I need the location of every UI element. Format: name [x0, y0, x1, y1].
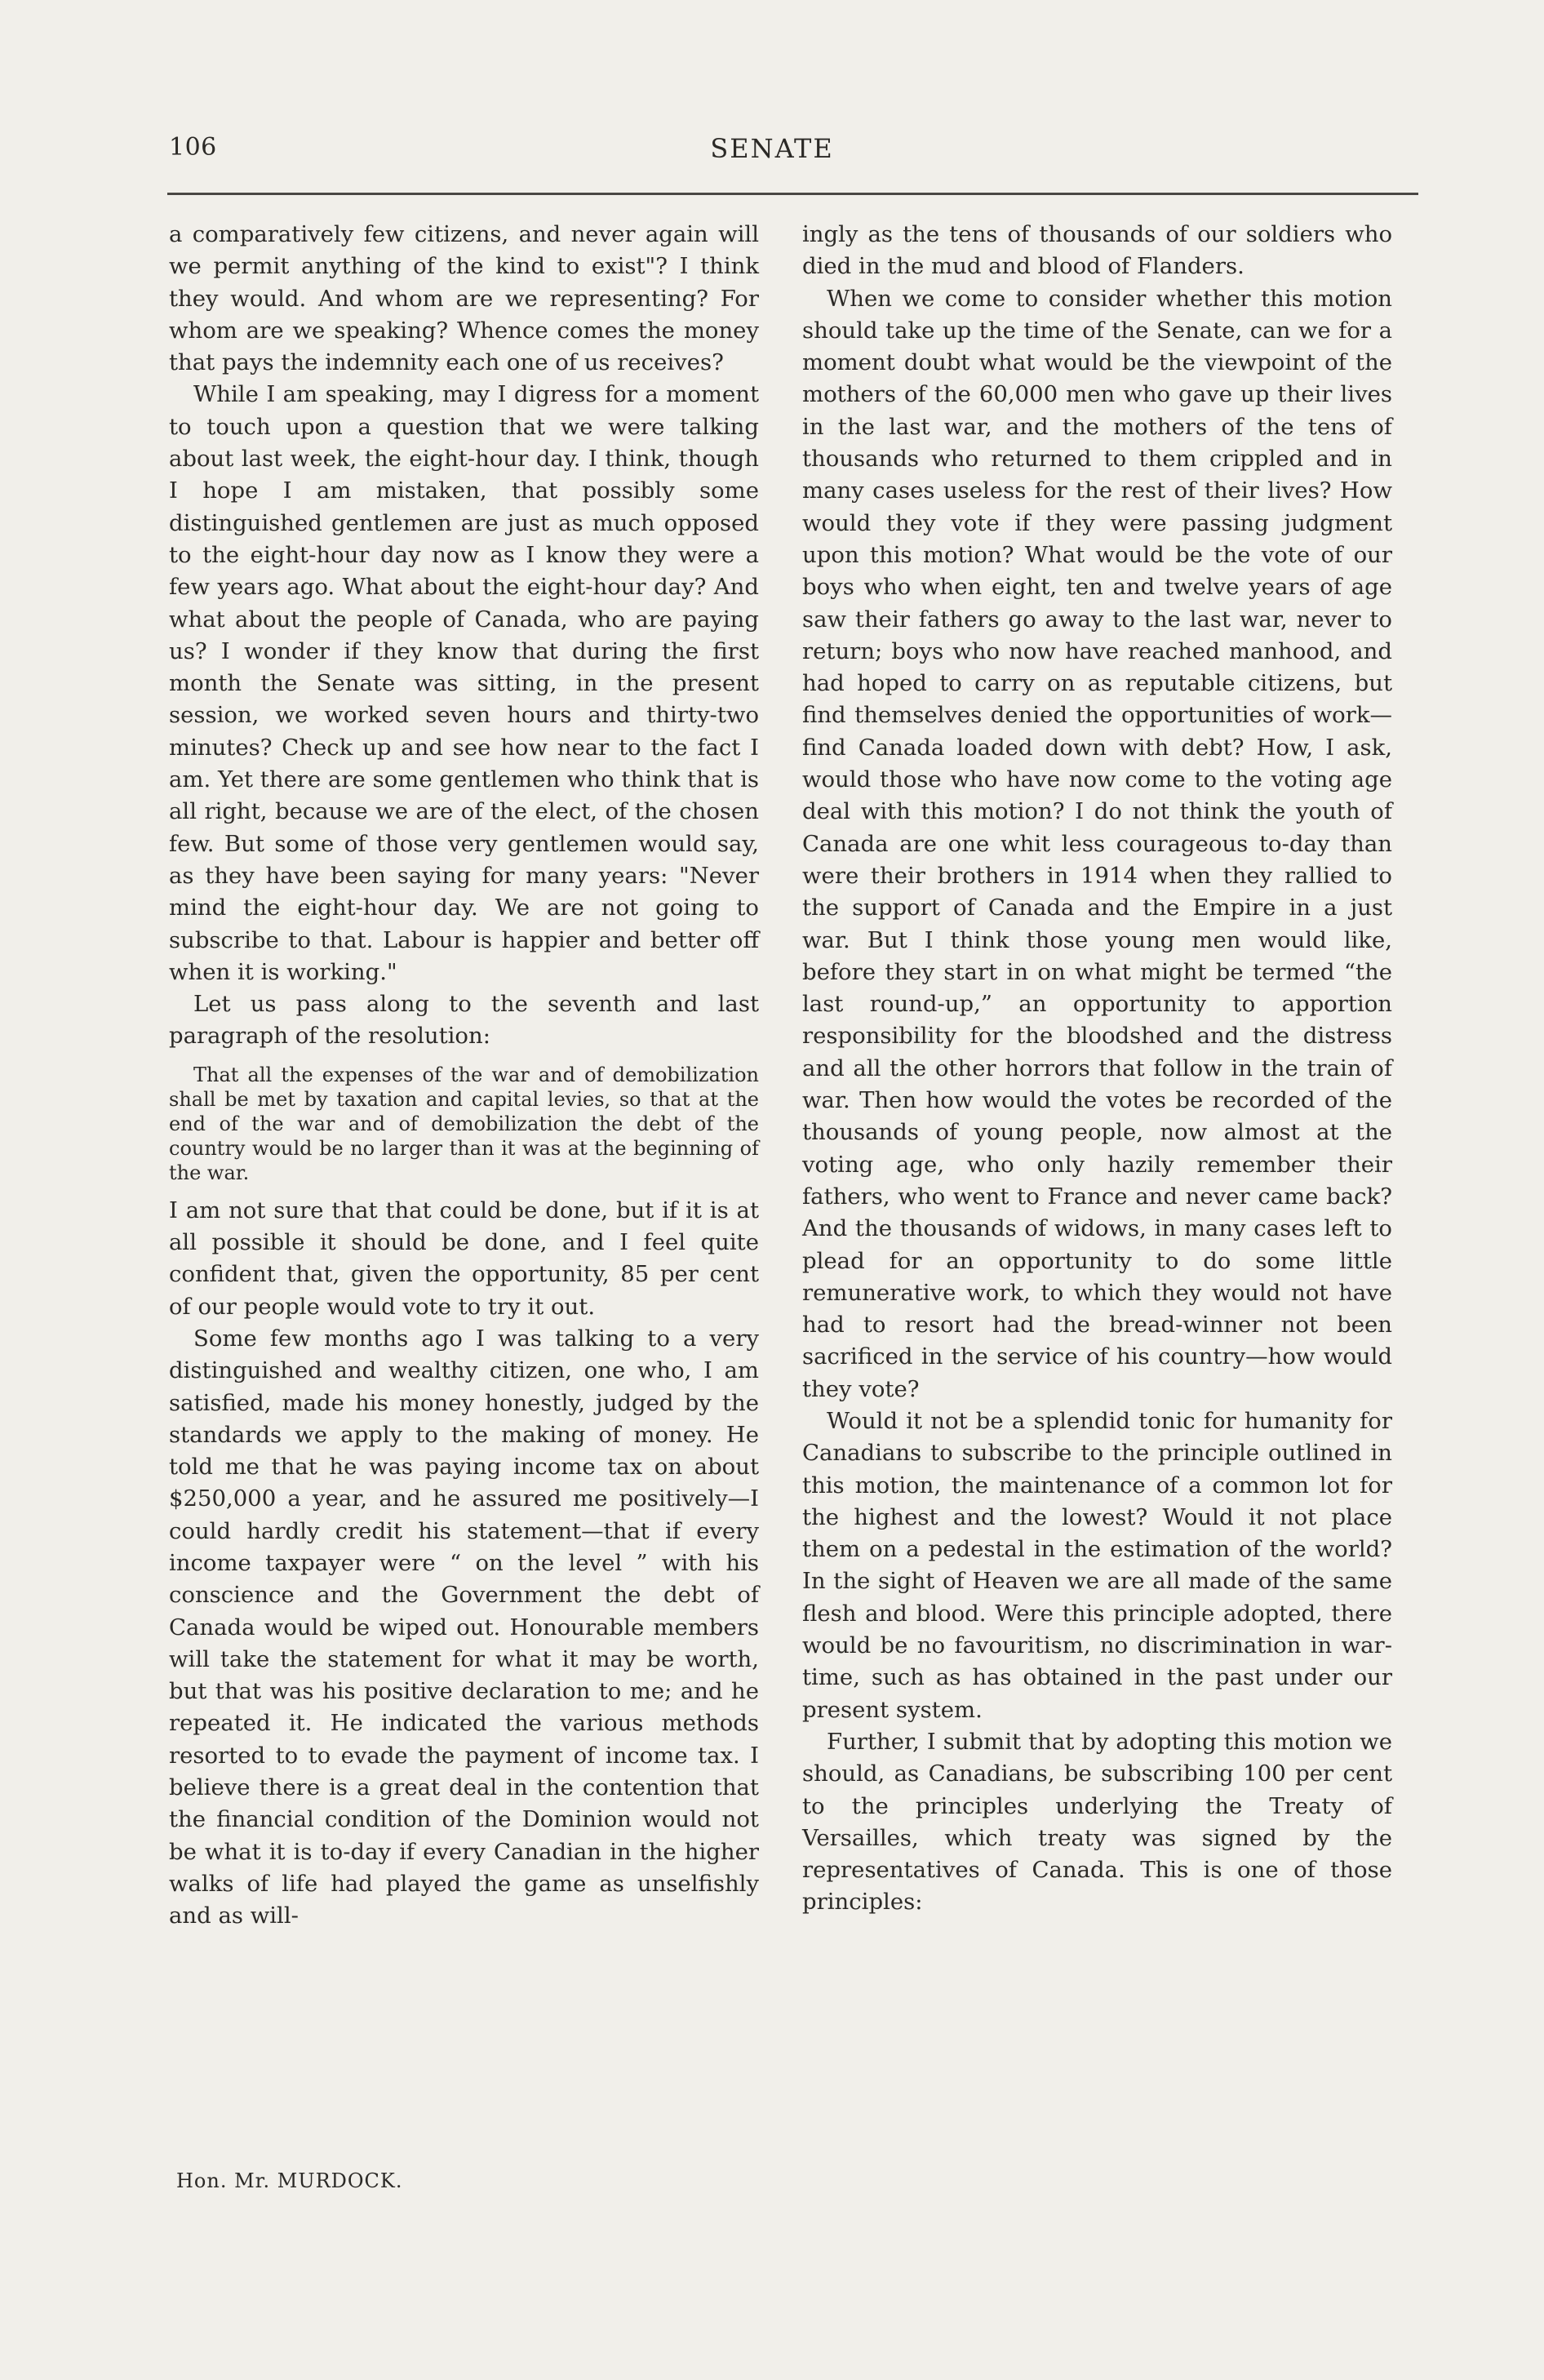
- right-column: [802, 219, 1392, 1919]
- left-column: [169, 219, 759, 1933]
- paragraph: I am not sure that that could be done, but if it is at all possible it should be done, and I feel quite confident that, given the opportunity, 85 per cent of our people would vote to try it out.: [169, 1197, 759, 1320]
- header-rule: [167, 193, 1418, 195]
- paragraph: While I am speaking, may I digress for a moment to touch upon a question that we were talking about last week, the eight-hour day. I think, though I hope I am mistaken, that possibly some distinguished gentlemen are just as much opposed to the eight-hour day now as I know they were a few years ago. What about the eight-hour day? And what about the people of Canada, who are paying us? I wonder if they know that during the first month the Senate was sitting, in the present session, we worked seven hours and thirty-two minutes? Check up and see how near to the fact I am. Yet there are some gentlemen who think that is all right, because we are of the elect, of the chosen few. But some of those very gentlemen would say, as they have been saying for many years: "Never mind the eight-hour day. We are not going to subscribe to that. Labour is happier and better off when it is working.": [169, 381, 759, 985]
- paragraph: a comparatively few citizens, and never again will we permit anything of the kind to exist"? I think they would. And whom are we representing? For whom are we speaking? Whence comes the money that pays the indemnity each one of us receives?: [169, 221, 759, 376]
- paragraph: ingly as the tens of thousands of our soldiers who died in the mud and blood of Flanders.: [802, 221, 1392, 280]
- paragraph: Further, I submit that by adopting this motion we should, as Canadians, be subscribing 100 per cent to the principles underlying the Treaty of Versailles, which treaty was signed by the representatives of Canada. This is one of those principles:: [802, 1728, 1392, 1916]
- speaker-footer: Hon. Mr. MURDOCK.: [176, 2169, 403, 2192]
- paragraph: Would it not be a splendid tonic for humanity for Canadians to subscribe to the principle outlined in this motion, the maintenance of a common lot for the highest and the lowest? Would it not place them on a pedestal in the estimation of the world? In the sight of Heaven we are all made of the same flesh and blood. Were this principle adopted, there would be no favouritism, no discrimination in war-time, such as has obtained in the past under our present system.: [802, 1407, 1392, 1723]
- page-number: 106: [169, 133, 217, 162]
- running-head: SENATE: [710, 133, 834, 164]
- paragraph: Some few months ago I was talking to a very distinguished and wealthy citizen, one who, I am satisfied, made his money honestly, judged by the standards we apply to the making of money. He told me that he was paying income tax on about $250,000 a year, and he assured me positively—I could hardly credit his statement—that if every income taxpayer were “ on the level ” with his conscience and the Government the debt of Canada would be wiped out. Honourable members will take the statement for what it may be worth, but that was his positive declaration to me; and he repeated it. He indicated the various methods resorted to to evade the payment of income tax. I believe there is a great deal in the contention that the financial condition of the Dominion would not be what it is to-day if every Canadian in the higher walks of life had played the game as unselfishly and as will-: [169, 1325, 759, 1929]
- resolution-quote: That all the expenses of the war and of demobilization shall be met by taxation and capital levies, so that at the end of the war and of demobilization the debt of the country would be no larger than it was at the beginning of the war.: [169, 1063, 759, 1184]
- paragraph: When we come to consider whether this motion should take up the time of the Senate, can we for a moment doubt what would be the viewpoint of the mothers of the 60,000 men who gave up their lives in the last war, and the mothers of the tens of thousands who returned to them crippled and in many cases useless for the rest of their lives? How would they vote if they were passing judgment upon this motion? What would be the vote of our boys who when eight, ten and twelve years of age saw their fathers go away to the last war, never to return; boys who now have reached manhood, and had hoped to carry on as reputable citizens, but find themselves denied the opportunities of work—find Canada loaded down with debt? How, I ask, would those who have now come to the voting age deal with this motion? I do not think the youth of Canada are one whit less courageous to-day than were their brothers in 1914 when they rallied to the support of Canada and the Empire in a just war. But I think those young men would like, before they start in on what might be termed “the last round-up,” an opportunity to apportion responsibility for the bloodshed and the distress and all the other horrors that follow in the train of war. Then how would the votes be recorded of the thousands of young people, now almost at the voting age, who only hazily remember their fathers, who went to France and never came back? And the thousands of widows, in many cases left to plead for an opportunity to do some little remunerative work, to which they would not have had to resort had the bread-winner not been sacrificed in the service of his country—how would they vote?: [802, 285, 1392, 1402]
- paragraph: Let us pass along to the seventh and last paragraph of the resolution:: [169, 991, 759, 1050]
